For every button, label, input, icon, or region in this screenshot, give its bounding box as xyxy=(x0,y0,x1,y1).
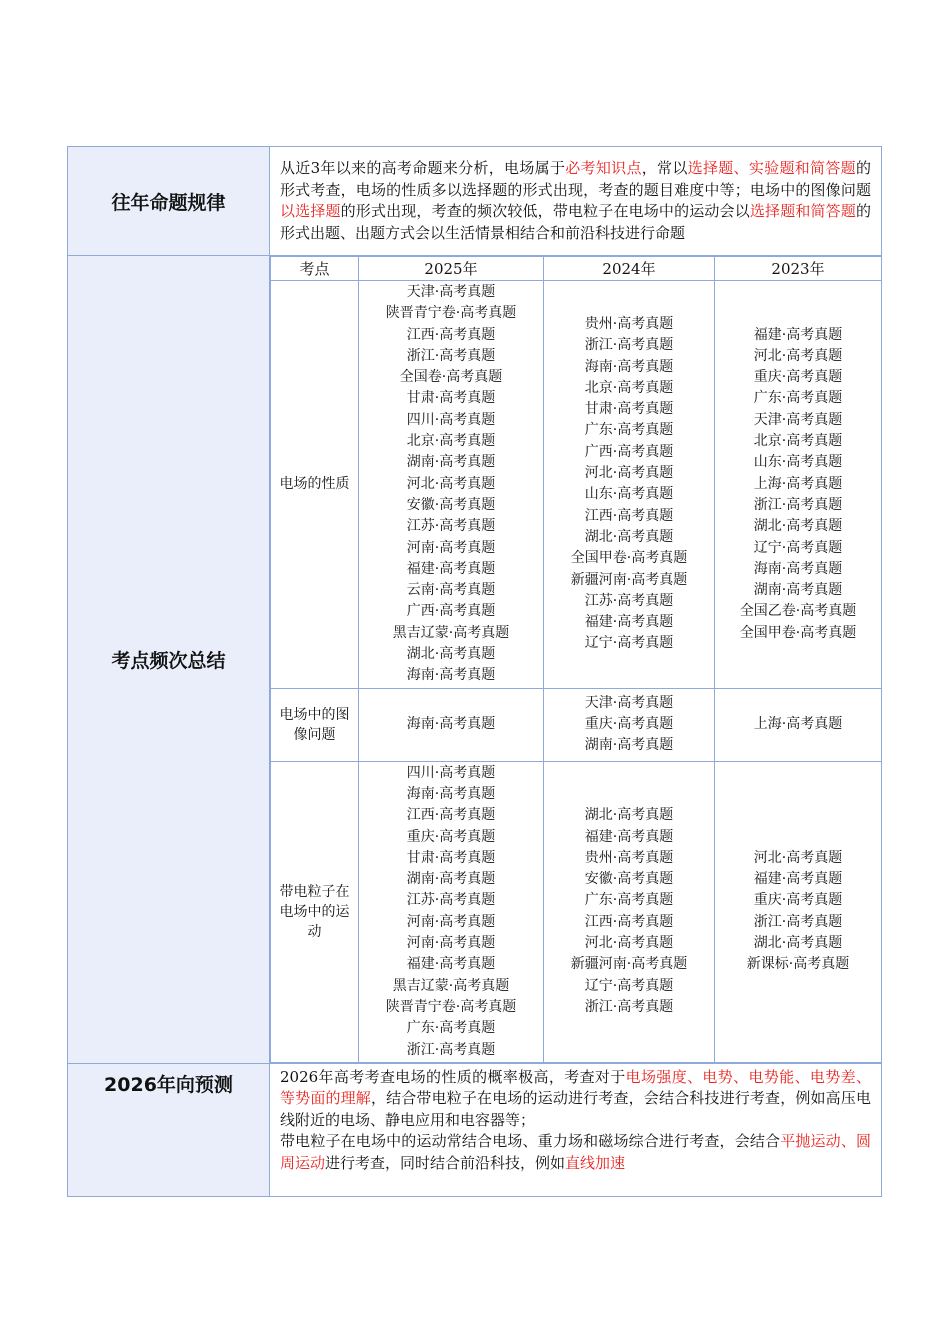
col-header-2024: 2024年 xyxy=(544,257,715,281)
exam-list-2023 xyxy=(715,281,882,689)
exam-item: 广西·高考真题 xyxy=(406,603,496,620)
exam-item: 甘肃·高考真题 xyxy=(406,849,496,866)
exam-item: 新疆河南·高考真题 xyxy=(570,956,688,973)
exam-item: 浙江·高考真题 xyxy=(406,347,496,364)
exam-item: 江苏·高考真题 xyxy=(406,892,496,909)
prediction-row xyxy=(68,1063,882,1196)
exam-item: 辽宁·高考真题 xyxy=(584,635,674,652)
summary-table-container xyxy=(67,146,881,1197)
pattern-cell xyxy=(270,147,882,256)
exam-item: 福建·高考真题 xyxy=(753,326,843,343)
highlight-text: 选择题和简答题 xyxy=(749,202,856,220)
highlight-text: 电场强度、电势、电势能、电势差、等势面的理解 xyxy=(280,1067,871,1108)
exam-item: 福建·高考真题 xyxy=(406,560,496,577)
exam-item: 福建·高考真题 xyxy=(753,871,843,888)
col-header-2023: 2023年 xyxy=(715,257,882,281)
exam-item: 黑吉辽蒙·高考真题 xyxy=(392,624,510,641)
exam-item: 天津·高考真题 xyxy=(753,411,843,428)
exam-item: 贵州·高考真题 xyxy=(584,849,674,866)
body-text: ，常以 xyxy=(641,159,688,177)
exam-item: 湖北·高考真题 xyxy=(753,935,843,952)
exam-item: 北京·高考真题 xyxy=(753,433,843,450)
exam-item: 河北·高考真题 xyxy=(584,465,674,482)
exam-item: 安徽·高考真题 xyxy=(584,871,674,888)
body-text: ，结合带电粒子在电场的运动进行考查，会结合科技进行考查，例如高压电线附近的电场、静电应用和电容器等； xyxy=(280,1089,871,1129)
exam-item: 广西·高考真题 xyxy=(584,443,674,460)
exam-list-2025 xyxy=(359,761,544,1062)
exam-item: 四川·高考真题 xyxy=(406,411,496,428)
frequency-header-row xyxy=(271,257,882,281)
exam-item: 福建·高考真题 xyxy=(584,614,674,631)
exam-item: 辽宁·高考真题 xyxy=(753,539,843,556)
exam-item: 广东·高考真题 xyxy=(406,1020,496,1037)
exam-item: 重庆·高考真题 xyxy=(753,369,843,386)
topic-row-field-graphs xyxy=(271,688,882,761)
exam-item: 新课标·高考真题 xyxy=(746,956,850,973)
summary-table xyxy=(67,146,882,1197)
exam-item: 广东·高考真题 xyxy=(753,390,843,407)
exam-list-2025 xyxy=(359,688,544,761)
exam-list-2024 xyxy=(544,688,715,761)
highlight-text: 平抛运动、圆周运动 xyxy=(280,1132,871,1172)
exam-item: 天津·高考真题 xyxy=(584,694,674,711)
exam-item: 河北·高考真题 xyxy=(406,475,496,492)
topic-row-field-properties xyxy=(271,281,882,689)
exam-item: 河北·高考真题 xyxy=(584,935,674,952)
pattern-row xyxy=(68,147,882,256)
exam-item: 贵州·高考真题 xyxy=(584,315,674,332)
exam-item: 重庆·高考真题 xyxy=(584,715,674,732)
exam-item: 四川·高考真题 xyxy=(406,764,496,781)
exam-item: 海南·高考真题 xyxy=(753,560,843,577)
exam-item: 重庆·高考真题 xyxy=(753,892,843,909)
prediction-header: 2026年向预测 xyxy=(68,1063,270,1196)
exam-item: 河南·高考真题 xyxy=(406,539,496,556)
prediction-cell xyxy=(270,1063,882,1196)
exam-item: 北京·高考真题 xyxy=(584,379,674,396)
exam-item: 上海·高考真题 xyxy=(753,715,843,732)
exam-item: 云南·高考真题 xyxy=(406,582,496,599)
exam-item: 黑吉辽蒙·高考真题 xyxy=(392,977,510,994)
topic-name: 电场的性质 xyxy=(271,281,359,689)
exam-item: 陕晋青宁卷·高考真题 xyxy=(385,998,517,1015)
exam-item: 湖南·高考真题 xyxy=(406,454,496,471)
exam-item: 安徽·高考真题 xyxy=(406,496,496,513)
topic-row-charged-particle-motion xyxy=(271,761,882,1062)
exam-item: 新疆河南·高考真题 xyxy=(570,571,688,588)
frequency-header: 考点频次总结 xyxy=(68,256,270,1064)
body-text: 2026年高考考查电场的性质的概率极高，考查对于 xyxy=(280,1067,626,1086)
pattern-paragraph xyxy=(270,156,881,246)
exam-item: 江苏·高考真题 xyxy=(406,518,496,535)
exam-item: 全国卷·高考真题 xyxy=(399,369,503,386)
body-text: 带电粒子在电场中的运动常结合电场、重力场和磁场综合进行考查，会结合 xyxy=(280,1132,781,1151)
exam-item: 浙江·高考真题 xyxy=(753,496,843,513)
exam-list-2024 xyxy=(544,281,715,689)
body-text: 从近3年以来的高考命题来分析，电场属于 xyxy=(280,159,566,177)
exam-item: 广东·高考真题 xyxy=(584,422,674,439)
exam-item: 湖北·高考真题 xyxy=(584,807,674,824)
body-text: 进行考查，同时结合前沿科技，例如 xyxy=(325,1153,566,1172)
exam-item: 福建·高考真题 xyxy=(584,828,674,845)
highlight-text: 以选择题 xyxy=(280,202,341,220)
exam-item: 江西·高考真题 xyxy=(584,507,674,524)
exam-item: 海南·高考真题 xyxy=(406,715,496,732)
col-header-topic: 考点 xyxy=(271,257,359,281)
exam-item: 上海·高考真题 xyxy=(753,475,843,492)
body-text: 的形式考查，电场的性质多以选择题的形式出现，考查的题目难度中等；电场中的图像问题 xyxy=(280,159,871,199)
exam-item: 海南·高考真题 xyxy=(584,358,674,375)
exam-item: 福建·高考真题 xyxy=(406,956,496,973)
exam-item: 湖北·高考真题 xyxy=(584,528,674,545)
exam-item: 江西·高考真题 xyxy=(584,913,674,930)
exam-item: 浙江·高考真题 xyxy=(753,913,843,930)
col-header-2025: 2025年 xyxy=(359,257,544,281)
exam-list-2023 xyxy=(715,688,882,761)
exam-item: 湖北·高考真题 xyxy=(753,518,843,535)
exam-item: 甘肃·高考真题 xyxy=(584,401,674,418)
exam-item: 海南·高考真题 xyxy=(406,667,496,684)
exam-item: 陕晋青宁卷·高考真题 xyxy=(385,305,517,322)
exam-item: 天津·高考真题 xyxy=(406,284,496,300)
exam-list-2024 xyxy=(544,761,715,1062)
exam-item: 甘肃·高考真题 xyxy=(406,390,496,407)
exam-item: 河北·高考真题 xyxy=(753,849,843,866)
highlight-text: 必考知识点 xyxy=(565,159,642,177)
exam-item: 全国乙卷·高考真题 xyxy=(739,603,857,620)
exam-item: 全国甲卷·高考真题 xyxy=(570,550,688,567)
frequency-inner-table xyxy=(270,256,882,1063)
exam-item: 河北·高考真题 xyxy=(753,347,843,364)
exam-item: 湖南·高考真题 xyxy=(753,582,843,599)
prediction-paragraph-2 xyxy=(270,1131,881,1174)
exam-item: 江苏·高考真题 xyxy=(584,592,674,609)
exam-item: 湖南·高考真题 xyxy=(584,737,674,754)
exam-item: 广东·高考真题 xyxy=(584,892,674,909)
exam-list-2023 xyxy=(715,761,882,1062)
exam-item: 江西·高考真题 xyxy=(406,807,496,824)
pattern-header: 往年命题规律 xyxy=(68,147,270,256)
exam-item: 辽宁·高考真题 xyxy=(584,977,674,994)
exam-list-2025 xyxy=(359,281,544,689)
frequency-cell xyxy=(270,256,882,1064)
exam-item: 山东·高考真题 xyxy=(753,454,843,471)
body-text: 的形式出题、出题方式会以生活情景相结合和前沿科技进行命题 xyxy=(280,202,871,242)
exam-item: 浙江·高考真题 xyxy=(406,1041,496,1058)
exam-item: 河南·高考真题 xyxy=(406,913,496,930)
highlight-text: 选择题、实验题和简答题 xyxy=(687,159,856,177)
exam-item: 山东·高考真题 xyxy=(584,486,674,503)
exam-item: 江西·高考真题 xyxy=(406,326,496,343)
body-text: 的形式出现，考查的频次较低，带电粒子在电场中的运动会以 xyxy=(340,202,750,220)
exam-item: 浙江·高考真题 xyxy=(584,337,674,354)
exam-item: 北京·高考真题 xyxy=(406,433,496,450)
exam-item: 海南·高考真题 xyxy=(406,785,496,802)
exam-item: 重庆·高考真题 xyxy=(406,828,496,845)
topic-name: 带电粒子在电场中的运动 xyxy=(271,761,359,1062)
exam-item: 湖北·高考真题 xyxy=(406,646,496,663)
exam-item: 浙江·高考真题 xyxy=(584,998,674,1015)
highlight-text: 直线加速 xyxy=(565,1153,626,1172)
exam-item: 湖南·高考真题 xyxy=(406,871,496,888)
topic-name: 电场中的图像问题 xyxy=(271,688,359,761)
prediction-paragraph-1 xyxy=(270,1064,881,1132)
exam-item: 全国甲卷·高考真题 xyxy=(739,624,857,641)
exam-item: 河南·高考真题 xyxy=(406,935,496,952)
frequency-row xyxy=(68,256,882,1064)
